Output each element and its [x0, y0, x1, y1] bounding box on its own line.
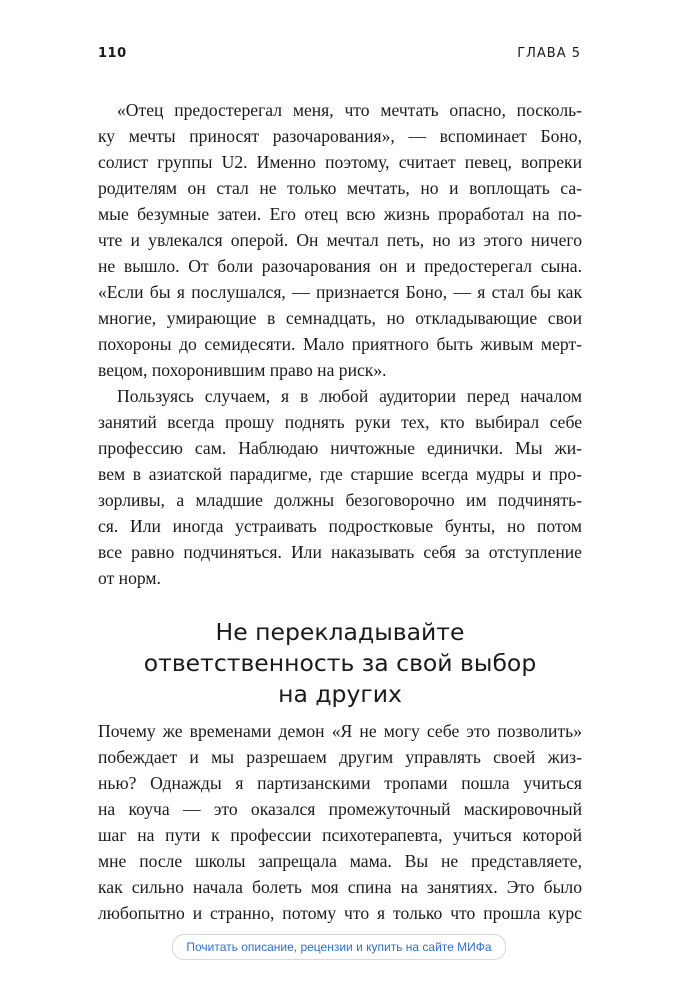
heading-line: Не перекладывайте	[215, 618, 465, 646]
text-line: Пользуясь случаем, я в любой аудитории перед началом	[117, 386, 582, 406]
text-line: мне после школы запрещала мама. Вы не представляете,	[98, 851, 582, 871]
text-line: профессию сам. Наблюдаю ничтожные единички. Мы жи-	[98, 438, 582, 458]
text-line: многие, умирающие в семнадцать, но откладывающие свои	[98, 308, 582, 328]
text-line: солист группы U2. Именно поэтому, считает певец, вопреки	[98, 152, 582, 172]
heading-line: на других	[278, 680, 402, 708]
text-line: «Отец предостерегал меня, что мечтать опасно, посколь-	[117, 100, 582, 120]
text-line: вем в азиатской парадигме, где старшие всегда мудры и про-	[98, 464, 582, 484]
page-header	[98, 46, 581, 66]
text-line: зорливы, а младшие должны безоговорочно им подчинять-	[98, 490, 582, 510]
text-line: не вышло. От боли разочарования он и предостерегал сына.	[98, 256, 582, 276]
text-line: родителям он стал не только мечтать, но и воплощать са-	[98, 178, 582, 198]
text-line: занятий всегда прошу поднять руки тех, кто выбирал себе	[98, 412, 582, 432]
text-line: на коуча — это оказался промежуточный маскировочный	[98, 799, 582, 819]
buy-on-mif-link[interactable]: Почитать описание, рецензии и купить на сайте МИФа	[172, 934, 506, 960]
text-line: шаг на пути к профессии психотерапевта, учиться которой	[98, 825, 582, 845]
text-line: ся. Или иногда устраивать подростковые бунты, но потом	[98, 516, 582, 536]
text-line: мые безумные затеи. Его отец всю жизнь проработал на по-	[98, 204, 582, 224]
text-line: любопытно и странно, потому что я только что прошла курс	[98, 903, 582, 923]
text-line: похороны до семидесяти. Мало приятного быть живым мерт-	[98, 334, 582, 354]
text-line: «Если бы я послушался, — признается Боно, — я стал бы как	[98, 282, 582, 302]
text-line: побеждает и мы разрешаем другим управлять своей жиз-	[98, 747, 582, 767]
text-line: чте и увлекался оперой. Он мечтал петь, но из этого ничего	[98, 230, 582, 250]
text-line: нью? Однажды я партизанскими тропами пошла учиться	[98, 773, 582, 793]
text-line: от норм.	[98, 568, 161, 588]
heading-line: ответственность за свой выбор	[143, 649, 537, 677]
chapter-label: ГЛАВА 5	[517, 46, 581, 61]
text-line: все равно подчиняться. Или наказывать себя за отступление	[98, 542, 582, 562]
text-line: ку мечты приносят разочарования», — вспоминает Боно,	[98, 126, 582, 146]
text-line: вецом, похоронившим право на риск».	[98, 360, 387, 380]
text-line: Почему же временами демон «Я не могу себе это позволить»	[98, 721, 582, 741]
page-number: 110	[98, 46, 127, 61]
text-line: как сильно начала болеть моя спина на занятиях. Это было	[98, 877, 582, 897]
